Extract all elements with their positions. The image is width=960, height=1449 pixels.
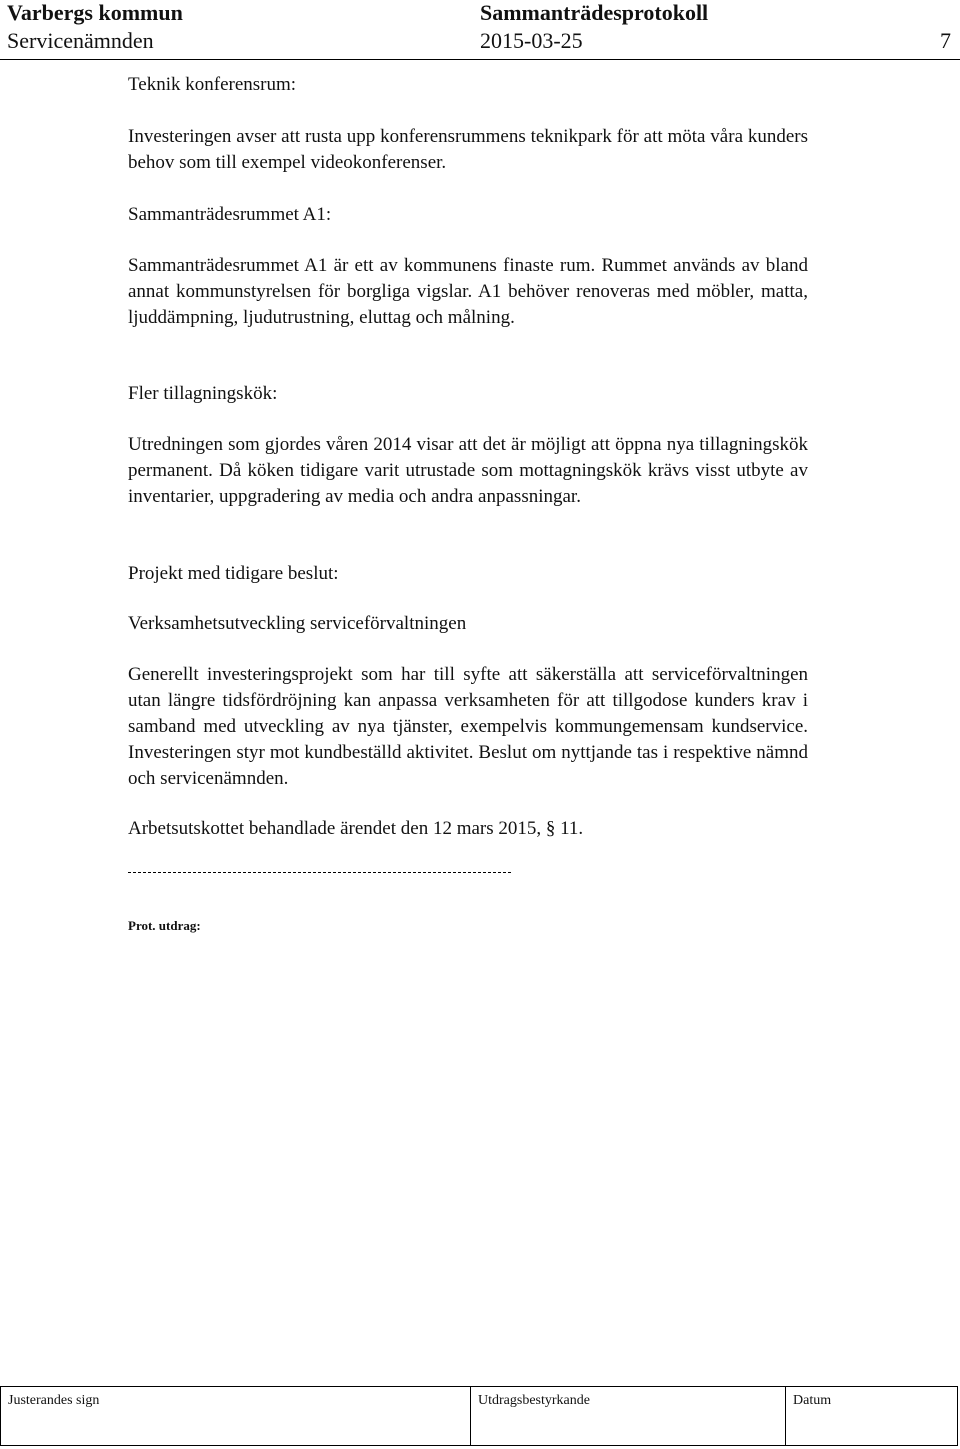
- protocol-extract-label: Prot. utdrag:: [128, 918, 201, 933]
- section-heading: Projekt med tidigare beslut:: [128, 563, 339, 584]
- signature-cell: [1, 1387, 471, 1445]
- section-heading: Teknik konferensrum:: [128, 74, 297, 95]
- date-label: Datum: [793, 1393, 832, 1408]
- section-paragraph: [128, 662, 808, 792]
- separator-line: [128, 872, 511, 873]
- paragraph-text: Utredningen som gjordes våren 2014 visar att det är möjligt att öppna nya tillagningskök permanent. Då köken tidigare varit utrustade som mottagningskök krävs visst utbyte av inventarier, uppgradering av media och andra anpassningar.: [128, 434, 808, 507]
- project-title: Verksamhetsutveckling serviceförvaltningen: [128, 613, 467, 634]
- page-number: 7: [940, 28, 951, 53]
- paragraph-text: Sammanträdesrummet A1 är ett av kommunens finaste rum. Rummet används av bland annat kommunstyrelsen för borgliga vigslar. A1 behöver renoveras med möbler, matta, ljuddämpning, ljudutrustning, eluttag och målning.: [128, 255, 808, 328]
- certification-cell: [471, 1387, 786, 1445]
- paragraph-text: Investeringen avser att rusta upp konferensrummens teknikpark för att möta våra kunders behov som till exempel videokonferenser.: [128, 126, 808, 173]
- signature-table: [0, 1386, 958, 1446]
- date-cell: [786, 1387, 957, 1445]
- meeting-date: 2015-03-25: [480, 28, 583, 53]
- closing-statement: Arbetsutskottet behandlade ärendet den 12 mars 2015, § 11.: [128, 818, 584, 839]
- section-paragraph: [128, 253, 808, 331]
- section-heading: Fler tillagningskök:: [128, 383, 278, 404]
- section-paragraph: [128, 124, 808, 176]
- document-type: Sammanträdesprotokoll: [480, 0, 709, 25]
- section-heading: Sammanträdesrummet A1:: [128, 204, 332, 225]
- signature-label: Justerandes sign: [8, 1393, 100, 1408]
- certification-label: Utdragsbestyrkande: [478, 1393, 590, 1408]
- organization-name: Varbergs kommun: [7, 0, 183, 25]
- paragraph-text: Generellt investeringsprojekt som har till syfte att säkerställa att serviceförvaltningen utan längre tidsfördröjning kan anpassa verksamheten för att tillgodose kunders krav i samband med utveckling av nya tjänster, exempelvis kommungemensam kundservice. Investeringen styr mot kundbeställd aktivitet. Beslut om nyttjande tas i respektive nämnd och servicenämnden.: [128, 664, 808, 789]
- header-rule: [0, 59, 960, 60]
- section-paragraph: [128, 432, 808, 510]
- department-name: Servicenämnden: [7, 28, 154, 53]
